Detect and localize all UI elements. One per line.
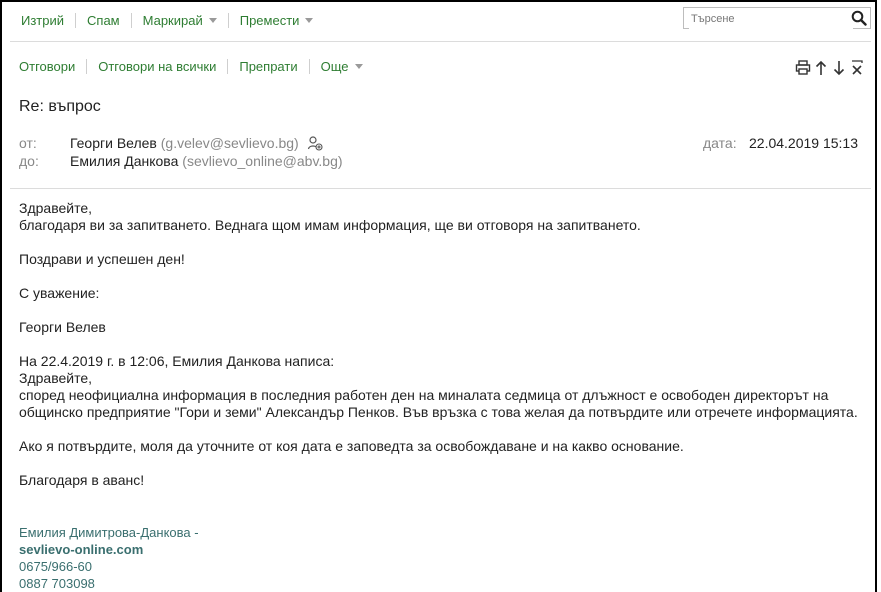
body-line: благодаря ви за запитването. Веднага щом имам информация, ще ви отговоря на запитването. (19, 217, 641, 233)
search-box (683, 7, 871, 29)
body-line: общинско предприятие "Гори и земи" Александър Пенков. Във връзка с това желая да потвърдите или отречете информацията. (19, 404, 858, 420)
add-contact-icon[interactable] (307, 135, 323, 151)
signature-site-link[interactable]: sevlievo-online.com (19, 542, 144, 557)
body-line: Благодаря в аванс! (19, 472, 145, 488)
date-label: дата: (703, 135, 737, 151)
arrow-up-icon[interactable] (813, 59, 829, 77)
to-address: (sevlievo_online@abv.bg) (182, 153, 343, 169)
arrow-down-icon[interactable] (831, 59, 847, 77)
date-value: 22.04.2019 15:13 (749, 135, 858, 151)
to-field (70, 153, 343, 169)
message-subject: Re: въпрос (19, 98, 101, 115)
caret-down-icon (209, 18, 217, 23)
signature (19, 524, 199, 592)
signature-name: Емилия Димитрова-Данкова - (19, 525, 199, 540)
body-line: Георги Велев (19, 319, 106, 335)
from-field (70, 135, 323, 151)
more-label: Още (320, 58, 349, 74)
quote-header: На 22.4.2019 г. в 12:06, Емилия Данкова написа: (19, 353, 335, 369)
message-body (19, 200, 869, 489)
caret-down-icon (355, 64, 363, 69)
from-label: от: (19, 135, 37, 151)
mark-dropdown[interactable] (132, 13, 228, 28)
message-tools (795, 59, 865, 77)
reply-all-button[interactable]: Отговори на всички (98, 58, 217, 74)
body-line: Здравейте, (19, 370, 93, 386)
signature-mobile: 0887 703098 (19, 576, 95, 591)
toolbar-divider (10, 41, 871, 42)
delete-button[interactable]: Изтрий (21, 12, 65, 28)
header-divider (10, 188, 871, 189)
body-line: Здравейте, (19, 200, 93, 216)
move-dropdown[interactable] (229, 13, 325, 28)
body-line: Ако я потвърдите, моля да уточните от коя дата е заповедта за освобождаване и на какво основание. (19, 438, 684, 454)
mark-label: Маркирай (142, 12, 203, 28)
to-label: до: (19, 153, 39, 169)
print-icon[interactable] (795, 59, 811, 77)
from-name[interactable]: Георги Велев (70, 135, 157, 151)
to-name[interactable]: Емилия Данкова (70, 153, 179, 169)
more-dropdown[interactable] (310, 59, 374, 74)
spam-button[interactable]: Спам (87, 12, 120, 28)
move-label: Премести (239, 12, 300, 28)
body-line: според неофициална информация в последния работен ден на миналата седмица от длъжност е освободен директорът на (19, 387, 829, 403)
forward-button[interactable]: Препрати (239, 58, 298, 74)
signature-phone: 0675/966-60 (19, 559, 93, 574)
reply-button[interactable]: Отговори (19, 58, 76, 74)
from-address: (g.velev@sevlievo.bg) (160, 135, 299, 151)
search-input[interactable] (689, 9, 853, 29)
search-icon[interactable] (851, 10, 867, 26)
caret-down-icon (305, 18, 313, 23)
body-line: С уважение: (19, 285, 100, 301)
message-actions (10, 56, 374, 76)
main-toolbar (10, 10, 324, 30)
body-line: Поздрави и успешен ден! (19, 251, 185, 267)
close-icon[interactable] (849, 59, 865, 77)
